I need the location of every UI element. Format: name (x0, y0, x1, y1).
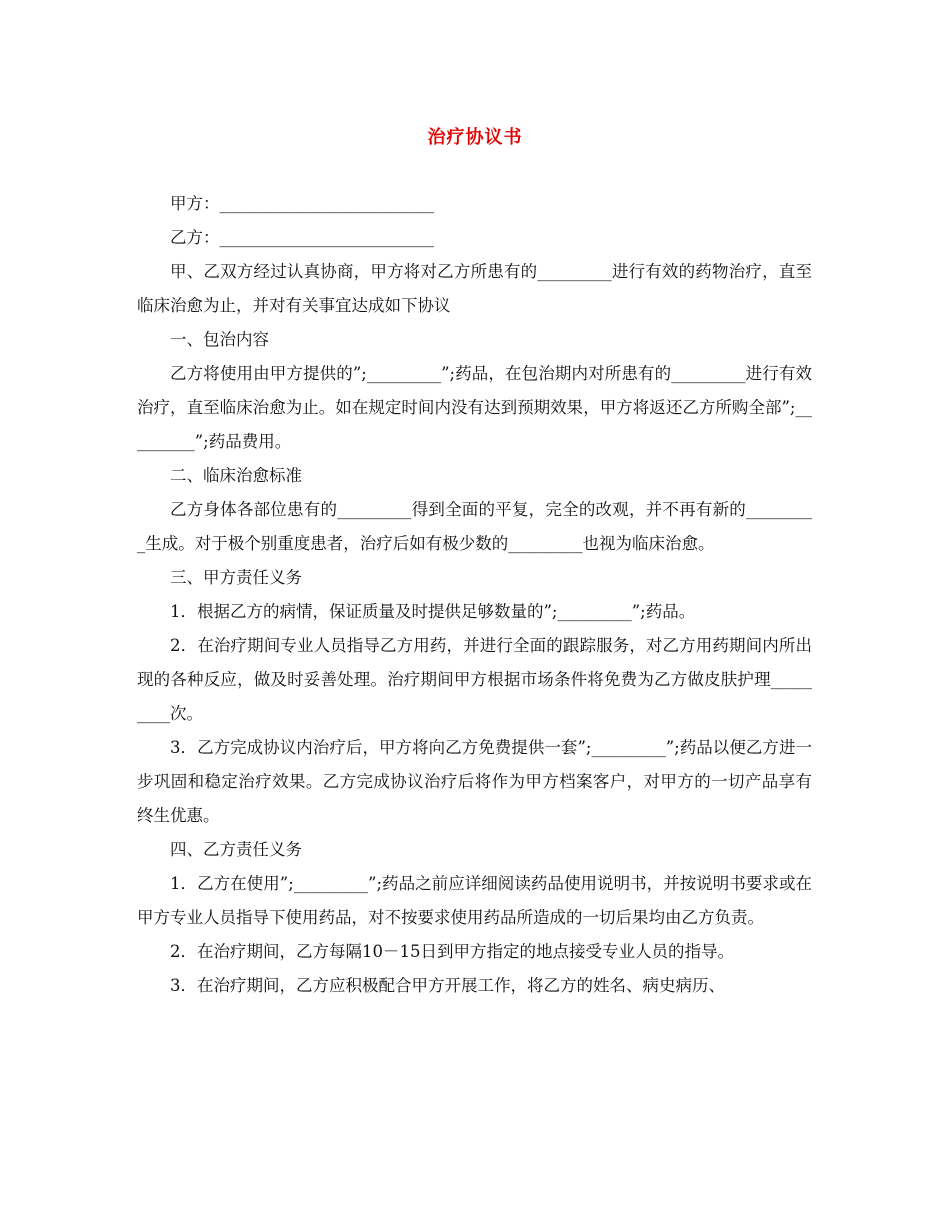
section-heading: 一、包治内容 (170, 330, 269, 349)
section-heading: 四、乙方责任义务 (170, 840, 302, 859)
section-heading: 二、临床治愈标准 (170, 466, 302, 485)
section-heading: 三、甲方责任义务 (170, 568, 302, 587)
intro-paragraph: 甲、乙双方经过认真协商，甲方将对乙方所患有的_________进行有效的药物治疗，直至临床治愈为止，并对有关事宜达成如下协议 (137, 262, 812, 315)
paragraph: 2．在治疗期间，乙方每隔10－15日到甲方指定的地点接受专业人员的指导。 (170, 942, 734, 961)
paragraph: 3．在治疗期间，乙方应积极配合甲方开展工作，将乙方的姓名、病史病历、 (170, 976, 725, 995)
paragraph: 乙方将使用由甲方提供的”;_________”;药品，在包治期内对所患有的_________进行有效治疗，直至临床治愈为止。如在规定时间内没有达到预期效果，甲方将返还乙方所购全部”;_________”;药品费用。 (137, 364, 812, 451)
paragraph: 乙方身体各部位患有的_________得到全面的平复，完全的改观，并不再有新的_________生成。对于极个别重度患者，治疗后如有极少数的_________也视为临床治愈。 (137, 500, 812, 553)
paragraph: 2．在治疗期间专业人员指导乙方用药，并进行全面的跟踪服务，对乙方用药期间内所出现的各种反应，做及时妥善处理。治疗期间甲方根据市场条件将免费为乙方做皮肤护理_________次。 (137, 636, 812, 723)
paragraph: 1．根据乙方的病情，保证质量及时提供足够数量的”;_________”;药品。 (170, 602, 696, 621)
party-a-line: 甲方：__________________________ (170, 194, 434, 213)
party-b-line: 乙方：__________________________ (170, 228, 434, 247)
document-title: 治疗协议书 (427, 127, 523, 148)
document-body (137, 187, 812, 1003)
paragraph: 1．乙方在使用”;_________”;药品之前应详细阅读药品使用说明书，并按说明书要求或在甲方专业人员指导下使用药品，对不按要求使用药品所造成的一切后果均由乙方负责。 (137, 874, 812, 927)
paragraph: 3．乙方完成协议内治疗后，甲方将向乙方免费提供一套”;_________”;药品以便乙方进一步巩固和稳定治疗效果。乙方完成协议治疗后将作为甲方档案客户，对甲方的一切产品享有终生优惠。 (137, 738, 812, 825)
